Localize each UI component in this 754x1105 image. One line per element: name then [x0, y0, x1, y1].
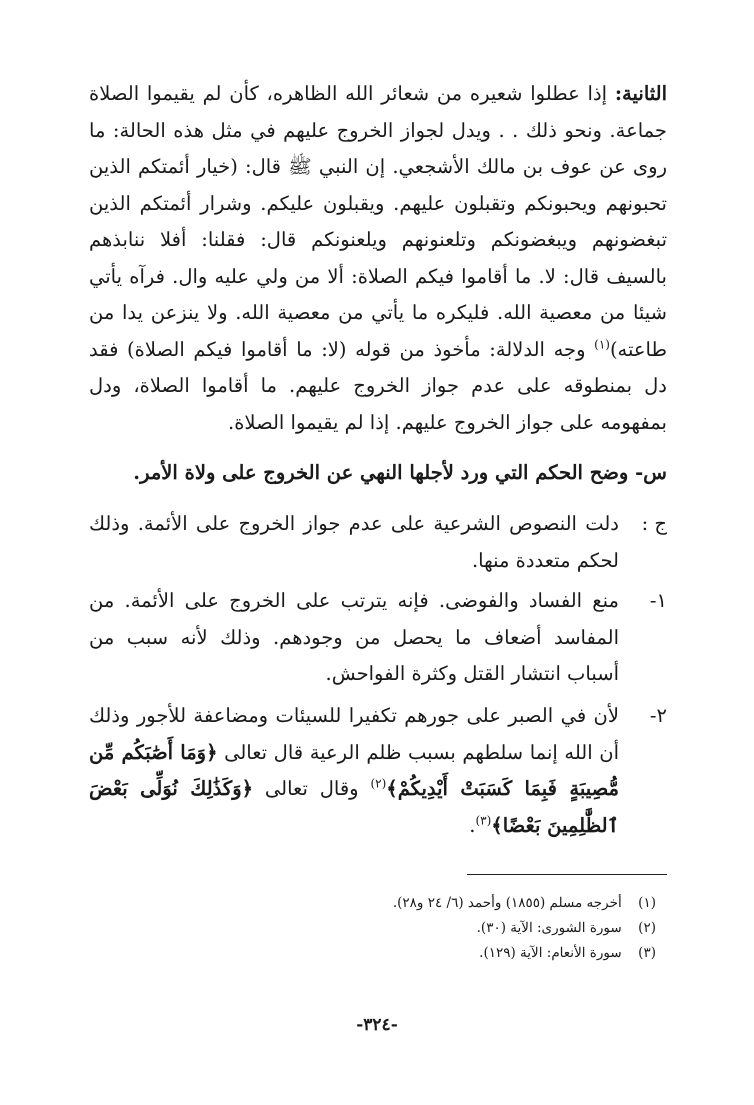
footnote-1-number: (١) [638, 895, 656, 911]
footnote-1-text: أخرجه مسلم (١٨٥٥) وأحمد (٦/ ٢٤ و٢٨). [392, 895, 622, 911]
paragraph-second-case [89, 76, 667, 441]
footnote-3-text: سورة الأنعام: الآية (١٢٩). [479, 945, 622, 961]
question-heading: س- وضح الحكم التي ورد لأجلها النهي عن الخروج على ولاة الأمر. [133, 461, 667, 484]
footnote-ref-2: (٢) [370, 776, 387, 791]
footnote-2 [136, 917, 656, 939]
paragraph-text-continued: وجه الدلالة: مأخوذ من قوله (لا: ما أقاموا فيكم الصلاة) فقد دل بمنطوقه على عدم جواز الخروج عليهم. ما أقاموا الصلاة، ودل بمفهومه على جواز الخروج عليهم. إذا لم يقيموا الصلاة. [89, 337, 667, 434]
paragraph-lead: الثانية: [614, 82, 668, 105]
footnote-ref-3: (٣) [475, 813, 492, 827]
answer-text: دلت النصوص الشرعية على عدم جواز الخروج على الأئمة. وذلك لحكم متعددة منها. [89, 512, 619, 572]
list-item-2-number: ٢- [649, 704, 667, 727]
list-item-1-number: ١- [649, 589, 667, 612]
list-item-2 [89, 698, 667, 844]
paragraph-text: إذا عطلوا شعيره من شعائر الله الظاهره، كأن لم يقيموا الصلاة جماعة. ونحو ذلك . . ويدل لجواز الخروج عليهم في مثل هذه الحالة: ما روى عن عوف بن مالك الأشجعي. إن النبي ﷺ قال: (خيار أئمتكم الذين تحبونهم ويحبونكم وتقبلون عليهم. ويقبلون عليكم. وشرار أئمتكم الذين تبغضونهم ويبغضونكم وتلعنونهم ويلعنونكم قال: فقلنا: أفلا ننابذهم بالسيف قال: لا. ما أقاموا فيكم الصلاة: ألا من ولي عليه وال. فرآه يأتي شيئا من معصية الله. فليكره ما يأتي من معصية الله. ولا ينزعن يدا من طاعته) [89, 82, 667, 361]
list-item-2-text: لأن في الصبر على جورهم تكفيرا للسيئات ومضاعفة للأجور وذلك أن الله إنما سلطهم بسبب ظلم الرعية قال تعالى [89, 704, 620, 764]
answer-block [89, 506, 667, 579]
list-item-1-text: منع الفساد والفوضى. فإنه يترتب على الخروج على الأئمة. من المفاسد أضعاف ما يحصل من وجودهم. وذلك لأنه سبب من أسباب انتشار القتل وكثرة الفواحش. [89, 589, 619, 685]
list-item-2-text-block [89, 698, 619, 844]
footnote-1 [136, 892, 656, 914]
quran-verse-2: ﴿وَكَذَٰلِكَ نُوَلِّى بَعْضَ ٱلظَّٰلِمِينَ بَعْضًا﴾ [89, 777, 619, 837]
list-item-2-text-continued: وقال تعالى [264, 777, 359, 800]
footnote-ref-1: (١) [594, 337, 610, 351]
footnote-divider [467, 874, 667, 875]
footnote-2-text: سورة الشورى: الآية (٣٠). [476, 920, 622, 936]
quran-verse-1: ﴿وَمَا أَصَٰبَكُم مِّن مُّصِيبَةٍ فَبِمَا كَسَبَتْ أَيْدِيكُمْ﴾ [89, 740, 619, 800]
footnote-3-number: (٣) [638, 945, 656, 961]
footnote-2-number: (٢) [638, 920, 656, 936]
answer-label: ج : [641, 512, 667, 535]
list-item-2-end: . [469, 813, 476, 837]
page-number: -٣٢٤- [356, 1015, 398, 1035]
list-item-1 [89, 583, 667, 693]
footnote-3 [136, 942, 656, 964]
